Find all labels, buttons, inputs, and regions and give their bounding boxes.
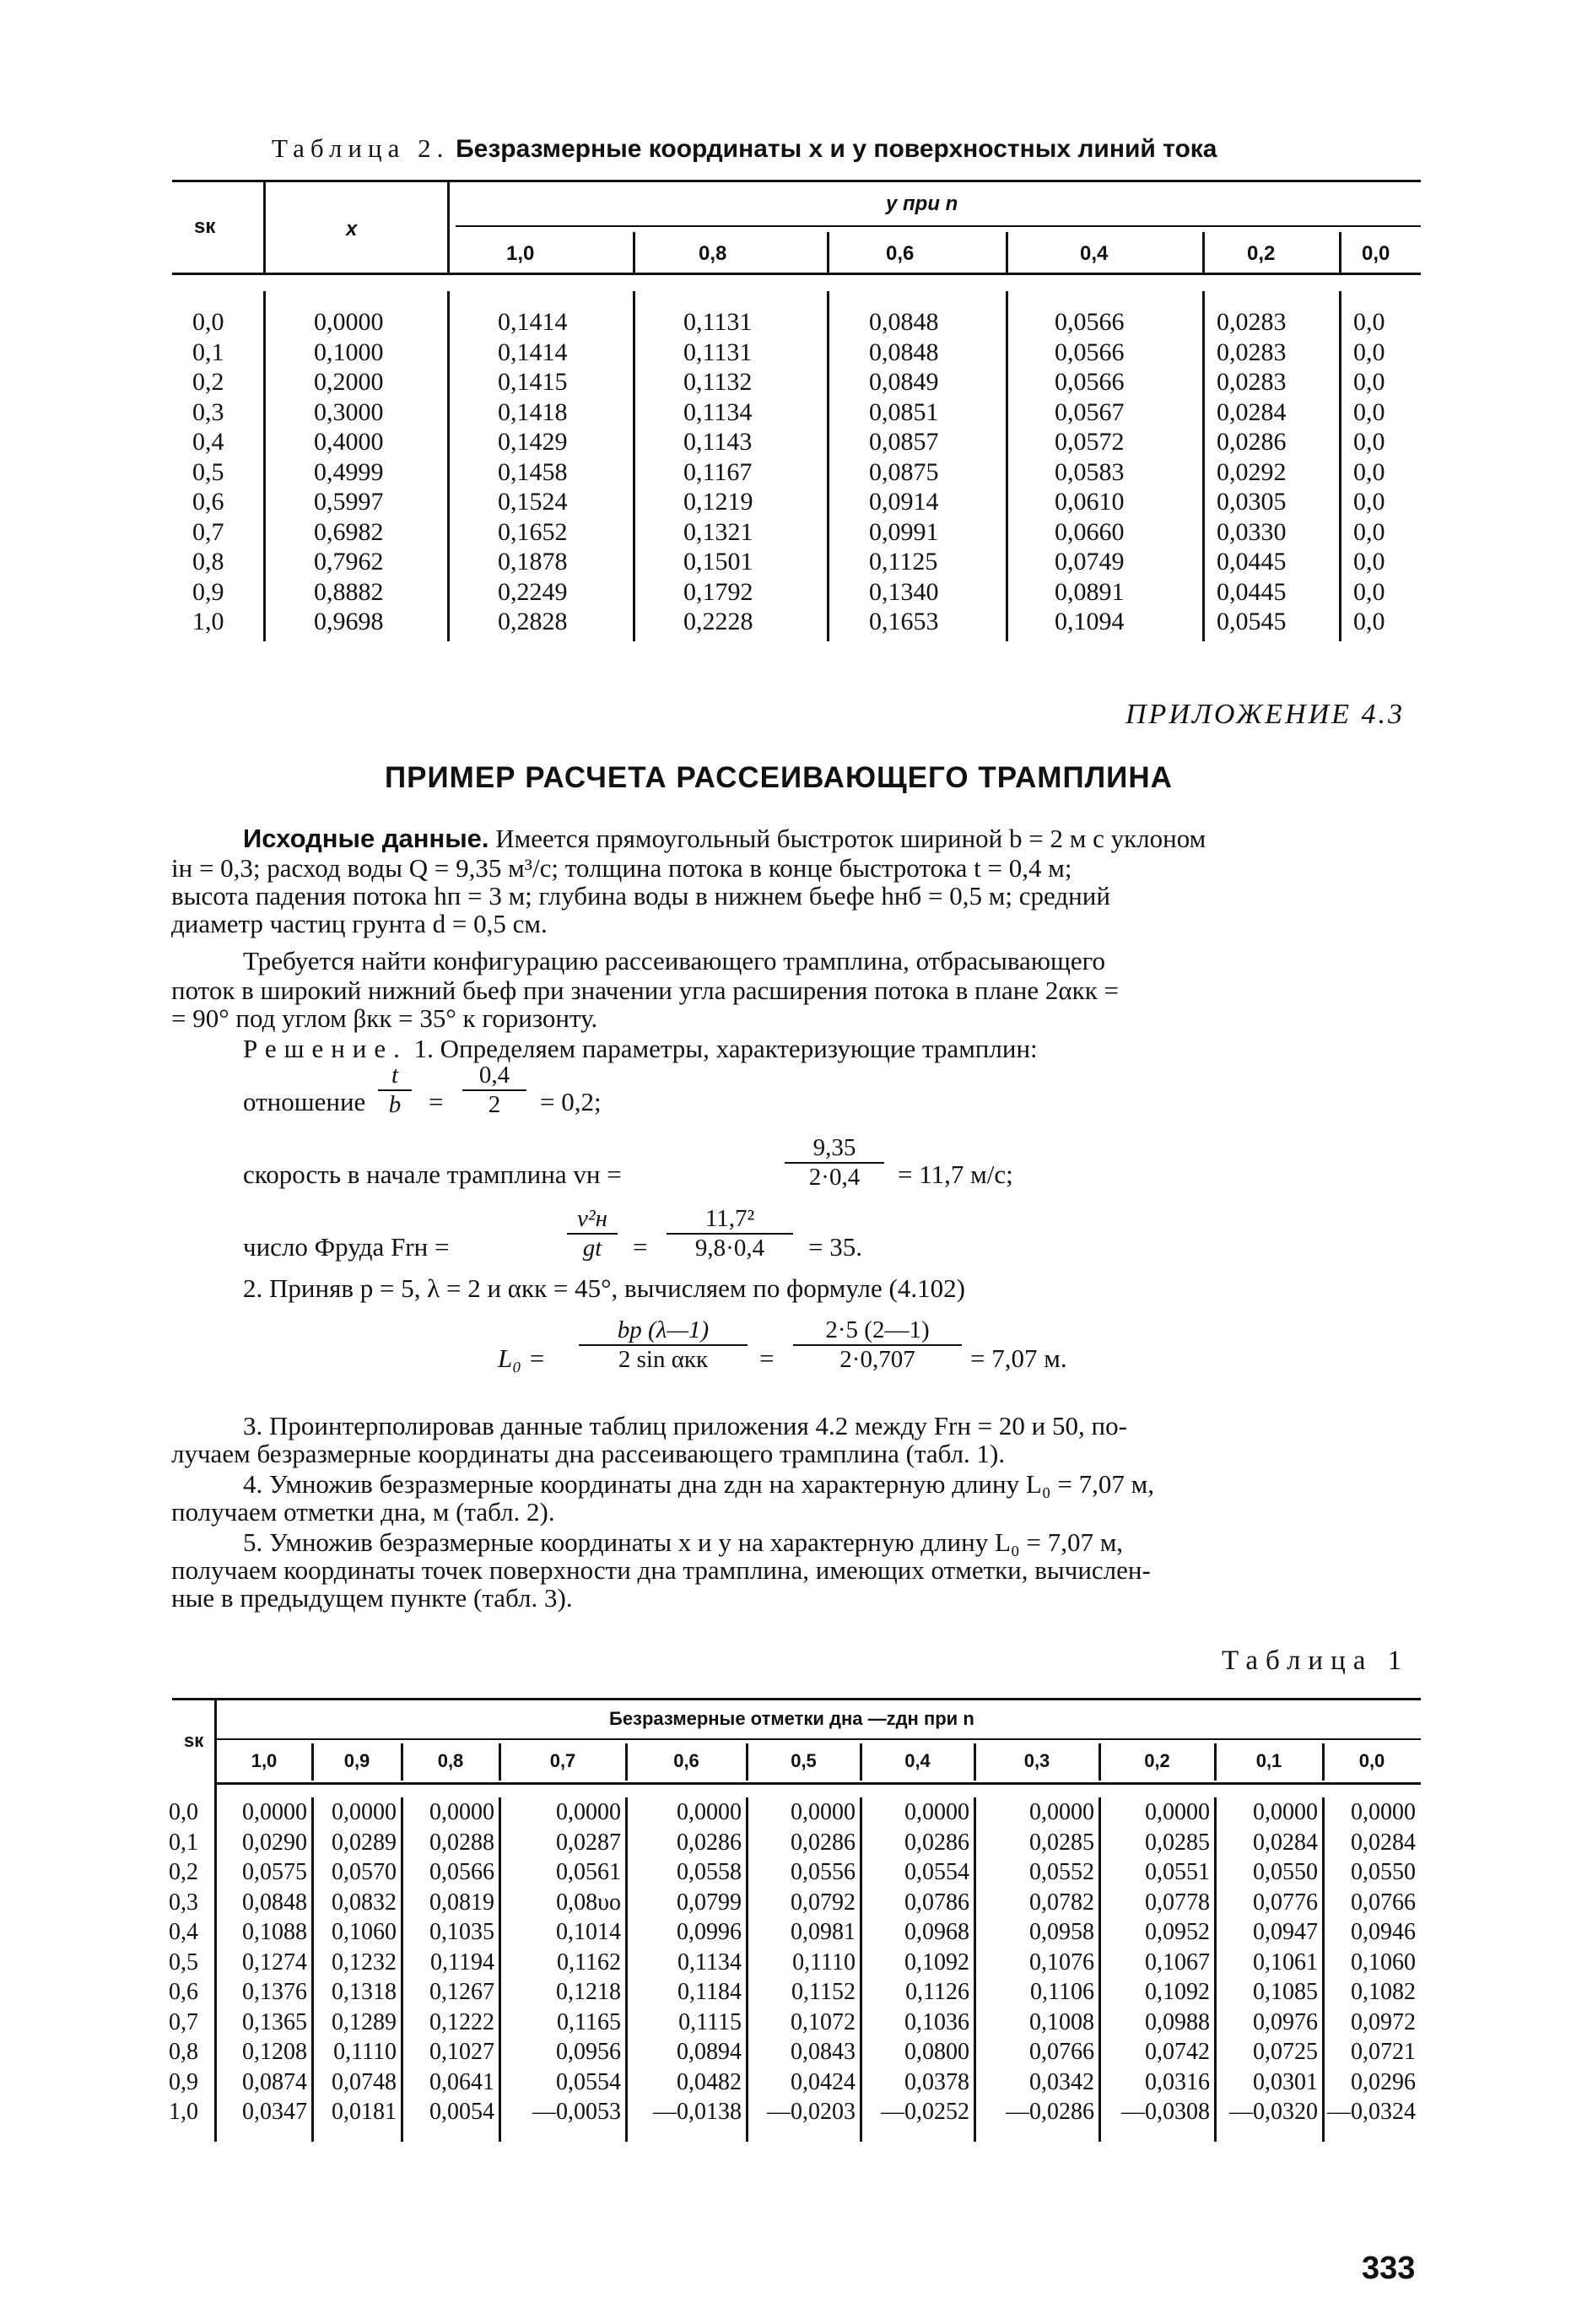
- table1-col: 0,0000 0,0285 0,0551 0,0778 0,0952 0,1067 0,1092 0,0988 0,0742 0,0316 —0,0308: [1121, 1799, 1210, 2125]
- table1-col: 0,0000 0,0288 0,0566 0,0819 0,1035 0,1194 0,1267 0,1222 0,1027 0,0641 0,0054: [429, 1799, 494, 2125]
- ratio-fraction-2: [462, 1062, 526, 1119]
- froude-result: = 35.: [808, 1232, 862, 1262]
- table2-vline: [633, 291, 635, 641]
- table1-header-n: 0,1: [1255, 1750, 1282, 1771]
- table2-col-n06: 0,0848 0,0848 0,0849 0,0851 0,0857 0,0875 0,0914 0,0991 0,1125 0,1340 0,1653: [869, 308, 939, 635]
- table2-caption-title: Безразмерные координаты x и y поверхностных линий тока: [456, 135, 1217, 163]
- l0-denominator: 2 sin αкк: [579, 1344, 748, 1374]
- speed-label: скорость в начале трамплина vн =: [243, 1159, 622, 1189]
- ratio-result: = 0,2;: [540, 1087, 602, 1116]
- body-line: 3. Проинтерполировав данные таблиц приложения 4.2 между Frн = 20 и 50, по-: [243, 1411, 1127, 1440]
- table2-caption: [272, 133, 1217, 164]
- table2-col-n00: 0,0 0,0 0,0 0,0 0,0 0,0 0,0 0,0 0,0 0,0 0,0: [1353, 308, 1385, 635]
- body-text: 1. Определяем параметры, характеризующие трамплин:: [407, 1034, 1038, 1063]
- table2-col-n10: 0,1414 0,1414 0,1415 0,1418 0,1429 0,1458 0,1524 0,1652 0,1878 0,2249 0,2828: [498, 308, 568, 635]
- table2-vline: [263, 180, 266, 273]
- froude-denominator: gt: [567, 1233, 618, 1262]
- body-line: 4. Умножив безразмерные координаты дна zдн на характерную длину L₀ = 7,07 м,: [243, 1469, 1154, 1499]
- table2-vline: [1006, 232, 1008, 273]
- table1-header-sk: sк: [184, 1730, 204, 1751]
- table2-header-n: 0,6: [886, 242, 915, 265]
- body-line: iн = 0,3; расход воды Q = 9,35 м³/с; толщина потока в конце быстротока t = 0,4 м;: [171, 853, 1072, 883]
- table1-header-n: 0,9: [343, 1750, 370, 1771]
- table1-caption: Таблица 1: [1222, 1646, 1410, 1676]
- body-line: получаем координаты точек поверхности дна трамплина, имеющих отметки, вычислен-: [171, 1555, 1151, 1585]
- froude-fraction-2: [667, 1205, 793, 1262]
- l0-result: = 7,07 м.: [970, 1343, 1067, 1373]
- table2-col-n04: 0,0566 0,0566 0,0566 0,0567 0,0572 0,0583 0,0610 0,0660 0,0749 0,0891 0,1094: [1055, 308, 1125, 635]
- froude-fraction-1: [567, 1205, 618, 1262]
- table2-col-n02: 0,0283 0,0283 0,0283 0,0284 0,0286 0,0292 0,0305 0,0330 0,0445 0,0445 0,0545: [1217, 308, 1287, 635]
- ratio-numerator: t: [391, 1062, 399, 1089]
- body-line: 2. Приняв p = 5, λ = 2 и αкк = 45°, вычисляем по формуле (4.102): [243, 1273, 965, 1303]
- body-line: Требуется найти конфигурацию рассеивающего трамплина, отбрасывающего: [243, 946, 1106, 976]
- froude-equals: =: [633, 1232, 648, 1262]
- table1-col: 0,0000 0,0286 0,0556 0,0792 0,0981 0,1110 0,1152 0,1072 0,0843 0,0424 —0,0203: [767, 1799, 856, 2125]
- table1-group-rule: [216, 1738, 1421, 1740]
- l0-equals: =: [759, 1343, 775, 1373]
- table2-group-rule: [456, 225, 1421, 227]
- body-line: = 90° под углом βкк = 35° к горизонту.: [171, 1003, 598, 1033]
- froude-denominator: 9,8·0,4: [667, 1233, 793, 1262]
- body-line: высота падения потока hп = 3 м; глубина воды в нижнем бьефе hнб = 0,5 м; средний: [171, 881, 1110, 911]
- table1-col-sk: 0,0 0,1 0,2 0,3 0,4 0,5 0,6 0,7 0,8 0,9 1,0: [169, 1799, 198, 2125]
- appendix-label: ПРИЛОЖЕНИЕ 4.3: [1125, 699, 1405, 730]
- table2-header-n: 1,0: [506, 242, 535, 265]
- table2-col-n08: 0,1131 0,1131 0,1132 0,1134 0,1143 0,1167 0,1219 0,1321 0,1501 0,1792 0,2228: [683, 308, 753, 635]
- table1-header-n: 0,6: [673, 1750, 699, 1771]
- ratio-numerator: 0,4: [478, 1062, 510, 1089]
- body-line: [243, 1035, 1038, 1062]
- table1-col: 0,0000 0,0286 0,0554 0,0786 0,0968 0,1092 0,1126 0,1036 0,0800 0,0378 —0,0252: [881, 1799, 969, 2125]
- table1-header-n: 0,4: [904, 1750, 931, 1771]
- table2-col-sk: 0,0 0,1 0,2 0,3 0,4 0,5 0,6 0,7 0,8 0,9 1,0: [192, 308, 224, 635]
- solution-label: Решение.: [243, 1034, 408, 1063]
- table1-col: 0,0000 0,0289 0,0570 0,0832 0,1060 0,1232 0,1318 0,1289 0,1110 0,0748 0,0181: [332, 1799, 397, 2125]
- body-line: диаметр частиц грунта d = 0,5 см.: [171, 909, 548, 938]
- table2-vline: [827, 291, 829, 641]
- table2-header-n: 0,8: [699, 242, 727, 265]
- l0-denominator: 2·0,707: [793, 1344, 962, 1374]
- page-number: 333: [1362, 2251, 1416, 2286]
- table2-vline: [263, 291, 266, 641]
- table1-col: 0,0000 0,0287 0,0561 0,08υo 0,1014 0,1162 0,1218 0,1165 0,0956 0,0554 —0,0053: [532, 1799, 621, 2125]
- body-line: ные в предыдущем пункте (табл. 3).: [171, 1583, 573, 1613]
- table2-header-y-group: y при n: [886, 192, 958, 215]
- table1-col: 0,0000 0,0286 0,0558 0,0799 0,0996 0,1134 0,1184 0,1115 0,0894 0,0482 —0,0138: [653, 1799, 742, 2125]
- appendix-title: ПРИМЕР РАСЧЕТА РАССЕИВАЮЩЕГО ТРАМПЛИНА: [385, 761, 1173, 794]
- table2-header-n: 0,0: [1362, 242, 1390, 265]
- table1-col: 0,0000 0,0285 0,0552 0,0782 0,0958 0,1076 0,1106 0,1008 0,0766 0,0342 —0,0286: [1006, 1799, 1094, 2125]
- l0-lhs: L₀ =: [498, 1343, 546, 1373]
- froude-numerator: v²н: [577, 1205, 607, 1232]
- table1-header-rule: [216, 1782, 1421, 1785]
- ratio-denominator: b: [378, 1089, 412, 1119]
- froude-label: число Фруда Frн =: [243, 1232, 450, 1262]
- table1-col: 0,0000 0,0290 0,0575 0,0848 0,1088 0,1274 0,1376 0,1365 0,1208 0,0874 0,0347: [242, 1799, 307, 2125]
- table2-vline: [1339, 291, 1341, 641]
- table1-header-n: 0,3: [1023, 1750, 1050, 1771]
- table1-header-group: Безразмерные отметки дна —zдн при n: [609, 1708, 974, 1729]
- table2-header-n: 0,4: [1080, 242, 1109, 265]
- speed-result: = 11,7 м/с;: [898, 1159, 1013, 1189]
- table1-header-n: 0,5: [791, 1750, 817, 1771]
- table2-vline: [1339, 232, 1341, 273]
- body-lead-bold: Исходные данные.: [243, 824, 489, 853]
- body-line: [243, 824, 1206, 852]
- l0-fraction-2: [793, 1316, 962, 1374]
- table1-header-n: 0,7: [549, 1750, 576, 1771]
- table2-vline: [827, 232, 829, 273]
- body-line: поток в широкий нижний бьеф при значении угла расширения потока в плане 2αкк =: [171, 976, 1119, 1005]
- speed-denominator: 2·0,4: [785, 1162, 884, 1192]
- table2-col-x: 0,0000 0,1000 0,2000 0,3000 0,4000 0,4999 0,5997 0,6982 0,7962 0,8882 0,9698: [314, 308, 384, 635]
- table2-header-sk: sк: [194, 215, 216, 238]
- body-line: получаем отметки дна, м (табл. 2).: [171, 1497, 555, 1527]
- table1-header-n: 1,0: [251, 1750, 278, 1771]
- table1-col: 0,0000 0,0284 0,0550 0,0766 0,0946 0,1060 0,1082 0,0972 0,0721 0,0296 —0,0324: [1327, 1799, 1416, 2125]
- table2-vline: [633, 232, 635, 273]
- body-line: лучаем безразмерные координаты дна рассеивающего трамплина (табл. 1).: [171, 1439, 1006, 1468]
- table1-col: 0,0000 0,0284 0,0550 0,0776 0,0947 0,1061 0,1085 0,0976 0,0725 0,0301 —0,0320: [1229, 1799, 1318, 2125]
- table2-vline: [447, 291, 450, 641]
- table1-header-n: 0,0: [1358, 1750, 1385, 1771]
- ratio-fraction-1: [378, 1062, 412, 1119]
- body-line: 5. Умножив безразмерные координаты x и y на характерную длину L₀ = 7,07 м,: [243, 1527, 1124, 1557]
- table1-header-n: 0,2: [1144, 1750, 1170, 1771]
- table2-header-n: 0,2: [1247, 242, 1276, 265]
- ratio-denominator: 2: [462, 1089, 526, 1119]
- table2-vline: [1202, 291, 1205, 641]
- speed-fraction: [785, 1134, 884, 1192]
- froude-numerator: 11,7²: [704, 1205, 755, 1232]
- table2-header-rule: [172, 273, 1421, 275]
- l0-fraction-1: [579, 1316, 748, 1374]
- table1-top-rule: [172, 1698, 1421, 1700]
- table2-caption-label: Таблица 2.: [272, 133, 450, 163]
- l0-numerator: bp (λ—1): [617, 1316, 710, 1343]
- body-text: Имеется прямоугольный быстроток шириной b = 2 м с уклоном: [489, 824, 1206, 853]
- l0-numerator: 2·5 (2—1): [825, 1316, 930, 1343]
- table2-header-x: x: [346, 218, 358, 241]
- table2-vline: [1006, 291, 1008, 641]
- table2-vline: [1202, 232, 1205, 273]
- ratio-label: отношение: [243, 1087, 366, 1116]
- ratio-equals: =: [429, 1087, 444, 1116]
- table1-header-n: 0,8: [437, 1750, 464, 1771]
- table2-top-rule: [172, 180, 1421, 182]
- table2-vline: [447, 180, 450, 273]
- speed-numerator: 9,35: [812, 1134, 856, 1161]
